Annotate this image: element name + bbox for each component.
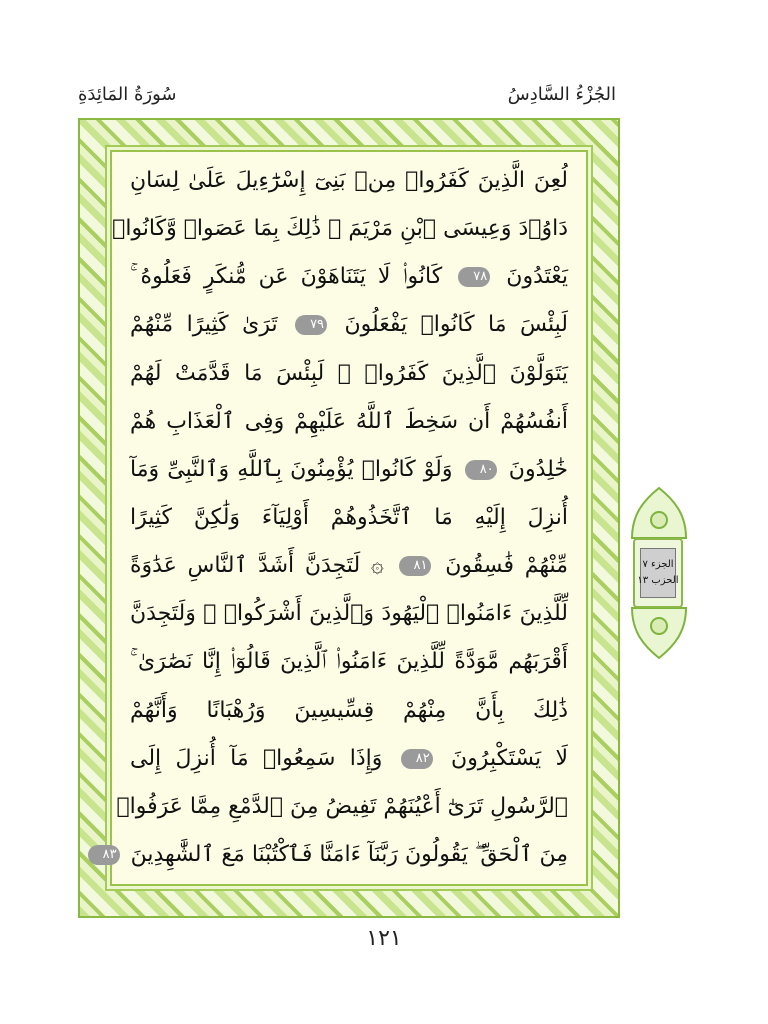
verse-text: مِنَ ٱلْحَقِّ ۖ يَقُولُونَ رَبَّنَآ ءَامَنَّا فَٱكْتُبْنَا مَعَ ٱلشَّٰهِدِينَ	[130, 841, 568, 867]
verses-block	[102, 162, 569, 874]
ayah-number-marker: ٧٨	[458, 267, 490, 287]
verse-line	[130, 162, 568, 200]
page-frame	[78, 118, 620, 918]
verse-line	[130, 547, 568, 585]
verse-text: يَتَوَلَّوْنَ ٱلَّذِينَ كَفَرُوا۟ ۚ لَبِئْسَ مَا قَدَّمَتْ لَهُمْ	[130, 360, 568, 386]
verse-text: وَلَوْ كَانُوا۟ يُؤْمِنُونَ بِٱللَّهِ وَٱلنَّبِىِّ وَمَآ	[130, 456, 453, 482]
ayah-number-marker: ٧٩	[295, 315, 327, 335]
verse-text: تَرَىٰ كَثِيرًا مِّنْهُمْ	[130, 312, 278, 338]
verse-text: كَانُوا۟ لَا يَتَنَاهَوْنَ عَن مُّنكَرٍ فَعَلُوهُ ۚ	[130, 264, 443, 290]
verse-text: لَا يَسْتَكْبِرُونَ	[451, 745, 568, 771]
verse-text: لُعِنَ الَّذِينَ كَفَرُوا۟ مِنۢ بَنِىٓ إِسْرَٰٓءِيلَ عَلَىٰ لِسَانِ	[130, 168, 568, 193]
verse-line	[130, 258, 568, 296]
marker-hizb: الحزب ١٣	[637, 575, 679, 586]
verse-line	[130, 643, 568, 681]
verse-text: ٱلرَّسُولِ تَرَىٰٓ أَعْيُنَهُمْ تَفِيضُ مِنَ ٱلدَّمْعِ مِمَّا عَرَفُوا۟	[116, 793, 568, 819]
verse-line	[112, 210, 568, 248]
verse-line	[130, 451, 568, 489]
verse-text: لَبِئْسَ مَا كَانُوا۟ يَفْعَلُونَ	[344, 312, 568, 338]
verse-text: لِّلَّذِينَ ءَامَنُوا۟ ٱلْيَهُودَ وَٱلَّذِينَ أَشْرَكُوا۟ ۖ وَلَتَجِدَنَّ	[130, 601, 568, 627]
verse-line	[130, 403, 568, 441]
verse-text: خَٰلِدُونَ	[508, 456, 569, 482]
ayah-number-marker: ٨٠	[465, 460, 497, 480]
hizb-marker-box	[633, 538, 683, 608]
page-number: ١٢١	[366, 926, 402, 951]
marker-juz: الجزء ٧	[642, 559, 674, 570]
verse-text: أُنزِلَ إِلَيْهِ مَا ٱتَّخَذُوهُمْ أَوْلِيَآءَ وَلَٰكِنَّ كَثِيرًا	[130, 504, 568, 530]
verse-line	[116, 788, 568, 826]
ayah-number-marker: ٨٣	[88, 845, 120, 865]
verse-line	[102, 836, 568, 874]
hizb-marker-label	[637, 548, 679, 598]
verse-text: دَاوُۥدَ وَعِيسَى ٱبْنِ مَرْيَمَ ۚ ذَٰلِكَ بِمَا عَصَوا۟ وَّكَانُوا۟	[112, 216, 568, 242]
ayah-number-marker: ٨١	[399, 556, 431, 576]
surah-title: سُورَةُ المَائِدَةِ	[78, 84, 177, 105]
verse-text: مِّنْهُمْ فَٰسِقُونَ	[445, 553, 568, 579]
text-panel	[102, 150, 588, 886]
verse-text: أَقْرَبَهُم مَّوَدَّةً لِّلَّذِينَ ءَامَنُوا۟ ٱلَّذِينَ قَالُوٓا۟ إِنَّا نَصَٰرَىٰ ۚ	[130, 649, 568, 675]
verse-line	[130, 740, 568, 778]
verse-line	[130, 306, 568, 344]
verse-text: وَإِذَا سَمِعُوا۟ مَآ أُنزِلَ إِلَى	[130, 745, 383, 771]
verse-line	[130, 595, 568, 633]
verse-line	[130, 499, 568, 537]
verse-text: ۞ لَتَجِدَنَّ أَشَدَّ ٱلنَّاسِ عَدَٰوَةً	[130, 553, 384, 579]
juz-title: الجُزْءُ السَّادِسُ	[507, 84, 616, 105]
verse-line	[130, 355, 568, 393]
verse-line	[130, 692, 568, 730]
ayah-number-marker: ٨٢	[401, 749, 433, 769]
hizb-marker	[628, 484, 690, 662]
verse-text: يَعْتَدُونَ	[506, 264, 568, 290]
verse-text: أَنفُسُهُمْ أَن سَخِطَ ٱللَّهُ عَلَيْهِمْ وَفِى ٱلْعَذَابِ هُمْ	[130, 408, 568, 434]
verse-text: ذَٰلِكَ بِأَنَّ مِنْهُمْ قِسِّيسِينَ وَرُهْبَانًا وَأَنَّهُمْ	[130, 697, 568, 723]
